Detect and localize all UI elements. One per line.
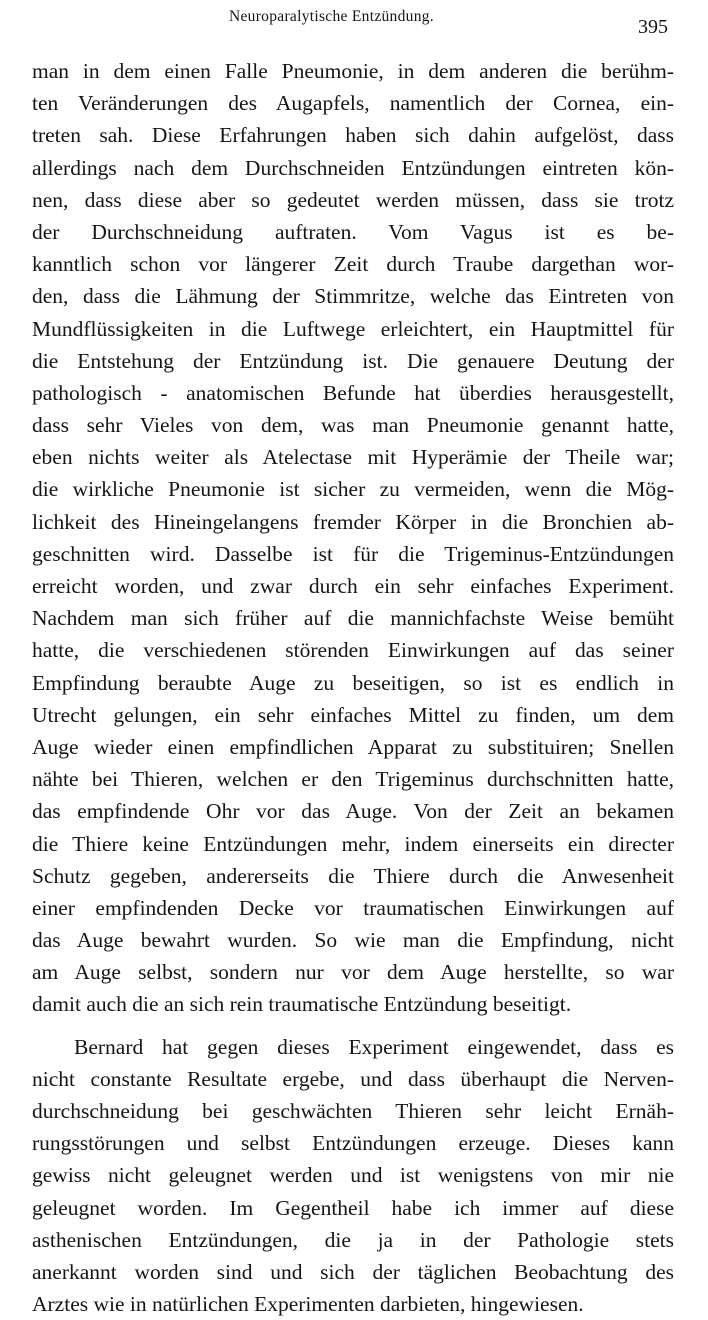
text-line: rungsstörungen und selbst Entzündungen erzeuge. Dieses kann [32,1131,674,1156]
page-number: 395 [638,16,668,38]
text-line: Arztes wie in natürlichen Experimenten darbieten, hingewiesen. [32,1292,584,1317]
text-line: der Durchschneidung auftraten. Vom Vagus ist es be- [32,219,674,244]
text-line: kanntlich schon vor längerer Zeit durch Traube dargethan wor- [32,252,674,277]
text-line: asthenischen Entzündungen, die ja in der Pathologie stets [32,1227,674,1252]
text-line: am Auge selbst, sondern nur vor dem Auge herstellte, so war [32,960,674,985]
text-line: das Auge bewahrt wurden. So wie man die Empfindung, nicht [32,928,674,953]
text-line: hatte, die verschiedenen störenden Einwirkungen auf das seiner [32,638,674,663]
text-line: Utrecht gelungen, ein sehr einfaches Mittel zu finden, um dem [32,702,674,727]
text-line: geschnitten wird. Dasselbe ist für die Trigeminus-Entzündungen [32,541,674,566]
paragraph-1 [32,55,674,1021]
text-line: dass sehr Vieles von dem, was man Pneumonie genannt hatte, [32,413,674,438]
text-line: treten sah. Diese Erfahrungen haben sich dahin aufgelöst, dass [32,123,674,148]
text-line: gewiss nicht geleugnet werden und ist wenigstens von mir nie [32,1163,674,1188]
text-line: pathologisch - anatomischen Befunde hat überdies herausgestellt, [32,380,674,405]
text-line: den, dass die Lähmung der Stimmritze, welche das Eintreten von [32,284,674,309]
text-line: das empfindende Ohr vor das Auge. Von der Zeit an bekamen [32,799,674,824]
text-line: man in dem einen Falle Pneumonie, in dem anderen die berühm- [32,59,674,83]
text-line: nicht constante Resultate ergebe, und dass überhaupt die Nerven- [32,1066,674,1091]
running-title: Neuroparalytische Entzündung. [229,8,434,25]
text-line: erreicht worden, und zwar durch ein sehr einfaches Experiment. [32,574,674,598]
text-line: allerdings nach dem Durchschneiden Entzündungen eintreten kön- [32,155,674,180]
paragraph-gap [32,1021,674,1031]
body-text [32,55,674,1320]
text-line: nen, dass diese aber so gedeutet werden müssen, dass sie trotz [32,187,674,212]
running-head [0,6,708,38]
text-line: nähte bei Thieren, welchen er den Trigeminus durchschnitten hatte, [32,767,674,792]
text-line: Auge wieder einen empfindlichen Apparat zu substituiren; Snellen [32,734,674,759]
text-line: Nachdem man sich früher auf die mannichfachste Weise bemüht [32,606,674,631]
text-line: anerkannt worden sind und sich der täglichen Beobachtung des [32,1259,674,1284]
text-line: lichkeit des Hineingelangens fremder Körper in die Bronchien ab- [32,509,674,534]
text-line: Schutz gegeben, andererseits die Thiere durch die Anwesenheit [32,863,674,888]
text-line: die Thiere keine Entzündungen mehr, indem einerseits ein directer [32,831,674,856]
text-line: Mundflüssigkeiten in die Luftwege erleichtert, ein Hauptmittel für [32,316,674,341]
text-line: einer empfindenden Decke vor traumatischen Einwirkungen auf [32,895,674,920]
text-line: ten Veränderungen des Augapfels, namentlich der Cornea, ein- [32,91,674,116]
text-line: die Entstehung der Entzündung ist. Die genauere Deutung der [32,348,674,373]
text-line: Empfindung beraubte Auge zu beseitigen, so ist es endlich in [32,670,674,695]
text-line: damit auch die an sich rein traumatische Entzündung beseitigt. [32,992,572,1017]
paragraph-2 [32,1031,674,1320]
text-line: durchschneidung bei geschwächten Thieren sehr leicht Ernäh- [32,1099,674,1123]
text-line: eben nichts weiter als Atelectase mit Hyperämie der Theile war; [32,445,674,470]
text-line: geleugnet worden. Im Gegentheil habe ich immer auf diese [32,1195,674,1220]
text-line: die wirkliche Pneumonie ist sicher zu vermeiden, wenn die Mög- [32,477,674,502]
text-line: Bernard hat gegen dieses Experiment eingewendet, dass es [74,1034,674,1059]
